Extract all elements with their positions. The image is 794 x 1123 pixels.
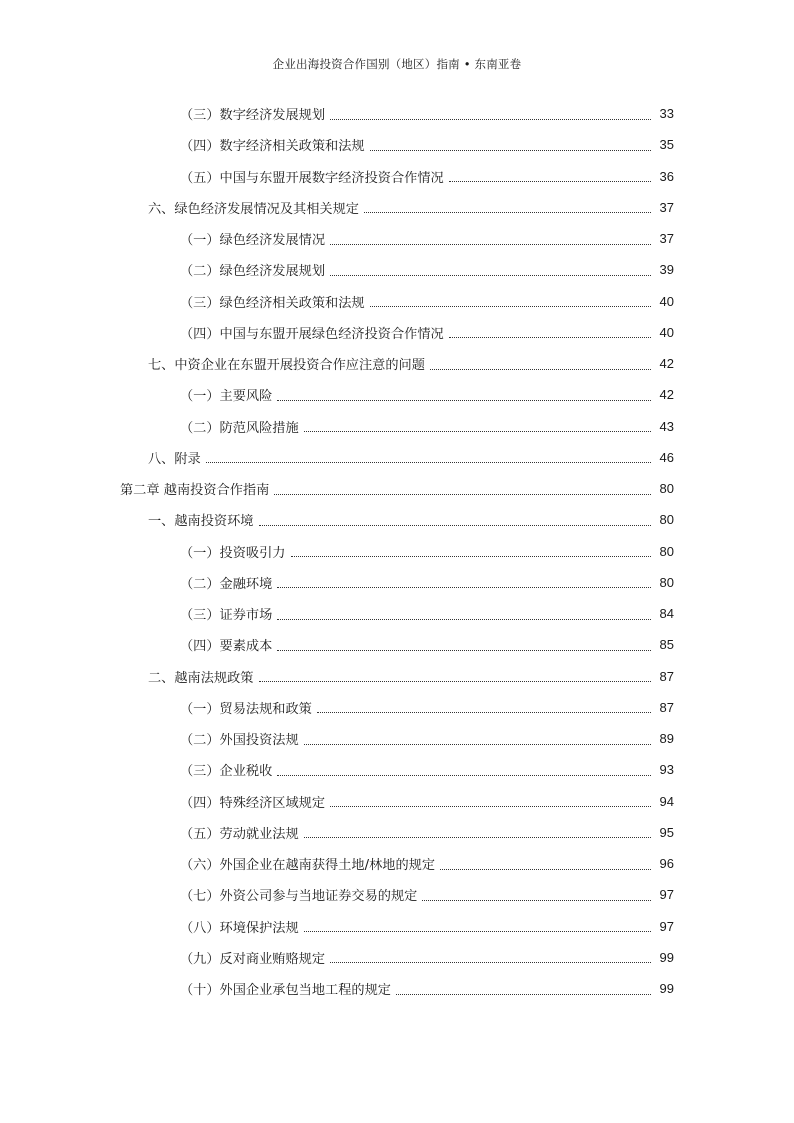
toc-entry-sub[interactable] bbox=[0, 598, 674, 629]
toc-entry-label: （二）防范风险措施 bbox=[180, 420, 299, 436]
toc-entry-sub[interactable] bbox=[0, 286, 674, 317]
toc-page-number: 43 bbox=[659, 418, 674, 434]
toc-page-number: 94 bbox=[659, 793, 674, 809]
toc-dot-leader bbox=[430, 368, 651, 370]
toc-entry-section[interactable] bbox=[0, 442, 674, 473]
toc-dot-leader bbox=[259, 524, 652, 526]
toc-entry-label: （三）绿色经济相关政策和法规 bbox=[180, 295, 365, 311]
toc-page-number: 85 bbox=[659, 637, 674, 653]
toc-entry-sub[interactable] bbox=[0, 411, 674, 442]
toc-entry-label: （四）中国与东盟开展绿色经济投资合作情况 bbox=[180, 326, 444, 342]
toc-entry-label: （三）企业税收 bbox=[180, 764, 273, 780]
toc-dot-leader bbox=[304, 430, 651, 432]
toc-entry-label: （五）中国与东盟开展数字经济投资合作情况 bbox=[180, 170, 444, 186]
toc-page-number: 80 bbox=[659, 543, 674, 559]
toc-page-number: 33 bbox=[659, 106, 674, 122]
toc-entry-sub[interactable] bbox=[0, 98, 674, 129]
toc-entry-section[interactable] bbox=[0, 348, 674, 379]
page-header: 企业出海投资合作国别（地区）指南 • 东南亚卷 bbox=[272, 57, 522, 71]
toc-entry-section[interactable] bbox=[0, 504, 674, 535]
toc-page-number: 39 bbox=[659, 262, 674, 278]
toc-entry-label: 第二章 越南投资合作指南 bbox=[120, 483, 270, 499]
toc-entry-label: （六）外国企业在越南获得土地/林地的规定 bbox=[180, 858, 436, 874]
toc-entry-sub[interactable] bbox=[0, 254, 674, 285]
toc-entry-label: （八）环境保护法规 bbox=[180, 920, 299, 936]
toc-dot-leader bbox=[330, 805, 651, 807]
toc-entry-label: （四）特殊经济区域规定 bbox=[180, 795, 326, 811]
toc-entry-sub[interactable] bbox=[0, 817, 674, 848]
toc-dot-leader bbox=[277, 586, 651, 588]
toc-dot-leader bbox=[304, 930, 651, 932]
toc-entry-label: （三）证券市场 bbox=[180, 608, 273, 624]
toc-page-number: 40 bbox=[659, 324, 674, 340]
toc-dot-leader bbox=[277, 649, 651, 651]
toc-entry-section[interactable] bbox=[0, 661, 674, 692]
toc-page-number: 35 bbox=[659, 137, 674, 153]
toc-entry-label: （一）投资吸引力 bbox=[180, 545, 286, 561]
toc-page-number: 80 bbox=[659, 481, 674, 497]
toc-dot-leader bbox=[259, 680, 652, 682]
toc-entry-label: （二）外国投资法规 bbox=[180, 733, 299, 749]
toc-dot-leader bbox=[277, 618, 651, 620]
toc-entry-chapter[interactable] bbox=[0, 473, 674, 504]
toc-entry-sub[interactable] bbox=[0, 973, 674, 1004]
toc-dot-leader bbox=[449, 336, 651, 338]
toc-page-number: 89 bbox=[659, 731, 674, 747]
toc-entry-sub[interactable] bbox=[0, 129, 674, 160]
toc-entry-sub[interactable] bbox=[0, 317, 674, 348]
toc-entry-label: 六、绿色经济发展情况及其相关规定 bbox=[148, 201, 359, 217]
toc-entry-sub[interactable] bbox=[0, 379, 674, 410]
toc-entry-label: （七）外资公司参与当地证券交易的规定 bbox=[180, 889, 418, 905]
toc-entry-sub[interactable] bbox=[0, 161, 674, 192]
toc-entry-label: （五）劳动就业法规 bbox=[180, 826, 299, 842]
toc-entry-label: 八、附录 bbox=[148, 451, 201, 467]
toc-entry-label: （一）绿色经济发展情况 bbox=[180, 233, 326, 249]
toc-page-number: 93 bbox=[659, 762, 674, 778]
toc-page-number: 37 bbox=[659, 231, 674, 247]
toc-page-number: 87 bbox=[659, 699, 674, 715]
toc-dot-leader bbox=[330, 961, 651, 963]
toc-page-number: 40 bbox=[659, 293, 674, 309]
toc-entry-sub[interactable] bbox=[0, 567, 674, 598]
toc-entry-sub[interactable] bbox=[0, 754, 674, 785]
toc-page-number: 99 bbox=[659, 981, 674, 997]
toc-dot-leader bbox=[370, 149, 651, 151]
toc-dot-leader bbox=[277, 774, 651, 776]
toc-page-number: 97 bbox=[659, 887, 674, 903]
toc-dot-leader bbox=[364, 211, 651, 213]
toc-entry-label: 七、中资企业在东盟开展投资合作应注意的问题 bbox=[148, 358, 425, 374]
toc-dot-leader bbox=[304, 836, 651, 838]
toc-entry-sub[interactable] bbox=[0, 629, 674, 660]
toc-dot-leader bbox=[277, 399, 651, 401]
toc-page-number: 99 bbox=[659, 949, 674, 965]
toc-entry-label: （四）要素成本 bbox=[180, 639, 273, 655]
toc-entry-sub[interactable] bbox=[0, 536, 674, 567]
toc-dot-leader bbox=[291, 555, 652, 557]
toc-entry-section[interactable] bbox=[0, 192, 674, 223]
toc-dot-leader bbox=[317, 711, 651, 713]
toc-page-number: 36 bbox=[659, 168, 674, 184]
toc-page-number: 46 bbox=[659, 449, 674, 465]
toc-page-number: 42 bbox=[659, 387, 674, 403]
toc-entry-label: （四）数字经济相关政策和法规 bbox=[180, 139, 365, 155]
toc-dot-leader bbox=[370, 305, 651, 307]
toc-page-number: 95 bbox=[659, 824, 674, 840]
toc-entry-label: 二、越南法规政策 bbox=[148, 670, 254, 686]
toc-dot-leader bbox=[330, 274, 651, 276]
toc-dot-leader bbox=[330, 243, 651, 245]
toc-dot-leader bbox=[330, 118, 651, 120]
toc-page-number: 80 bbox=[659, 574, 674, 590]
toc-entry-sub[interactable] bbox=[0, 223, 674, 254]
toc-entry-sub[interactable] bbox=[0, 786, 674, 817]
toc-entry-label: （一）主要风险 bbox=[180, 389, 273, 405]
toc-entry-sub[interactable] bbox=[0, 942, 674, 973]
toc-entry-label: （十）外国企业承包当地工程的规定 bbox=[180, 983, 391, 999]
toc-dot-leader bbox=[440, 868, 651, 870]
toc-entry-sub[interactable] bbox=[0, 848, 674, 879]
toc-page-number: 37 bbox=[659, 199, 674, 215]
toc-dot-leader bbox=[274, 493, 651, 495]
toc-entry-sub[interactable] bbox=[0, 692, 674, 723]
toc-page-number: 42 bbox=[659, 356, 674, 372]
toc-dot-leader bbox=[206, 461, 651, 463]
toc-page-number: 87 bbox=[659, 668, 674, 684]
toc-dot-leader bbox=[304, 743, 651, 745]
toc-entry-label: （三）数字经济发展规划 bbox=[180, 108, 326, 124]
toc-entry-label: （九）反对商业贿赂规定 bbox=[180, 951, 326, 967]
toc-page-number: 96 bbox=[659, 856, 674, 872]
toc-page-number: 97 bbox=[659, 918, 674, 934]
toc-entry-label: 一、越南投资环境 bbox=[148, 514, 254, 530]
toc-entry-label: （二）金融环境 bbox=[180, 576, 273, 592]
toc-entry-label: （二）绿色经济发展规划 bbox=[180, 264, 326, 280]
table-of-contents bbox=[0, 98, 794, 1004]
toc-entry-label: （一）贸易法规和政策 bbox=[180, 701, 312, 717]
toc-dot-leader bbox=[422, 899, 651, 901]
toc-entry-sub[interactable] bbox=[0, 723, 674, 754]
toc-dot-leader bbox=[449, 180, 651, 182]
toc-page-number: 80 bbox=[659, 512, 674, 528]
toc-entry-sub[interactable] bbox=[0, 879, 674, 910]
toc-page-number: 84 bbox=[659, 606, 674, 622]
toc-dot-leader bbox=[396, 993, 651, 995]
toc-entry-sub[interactable] bbox=[0, 911, 674, 942]
